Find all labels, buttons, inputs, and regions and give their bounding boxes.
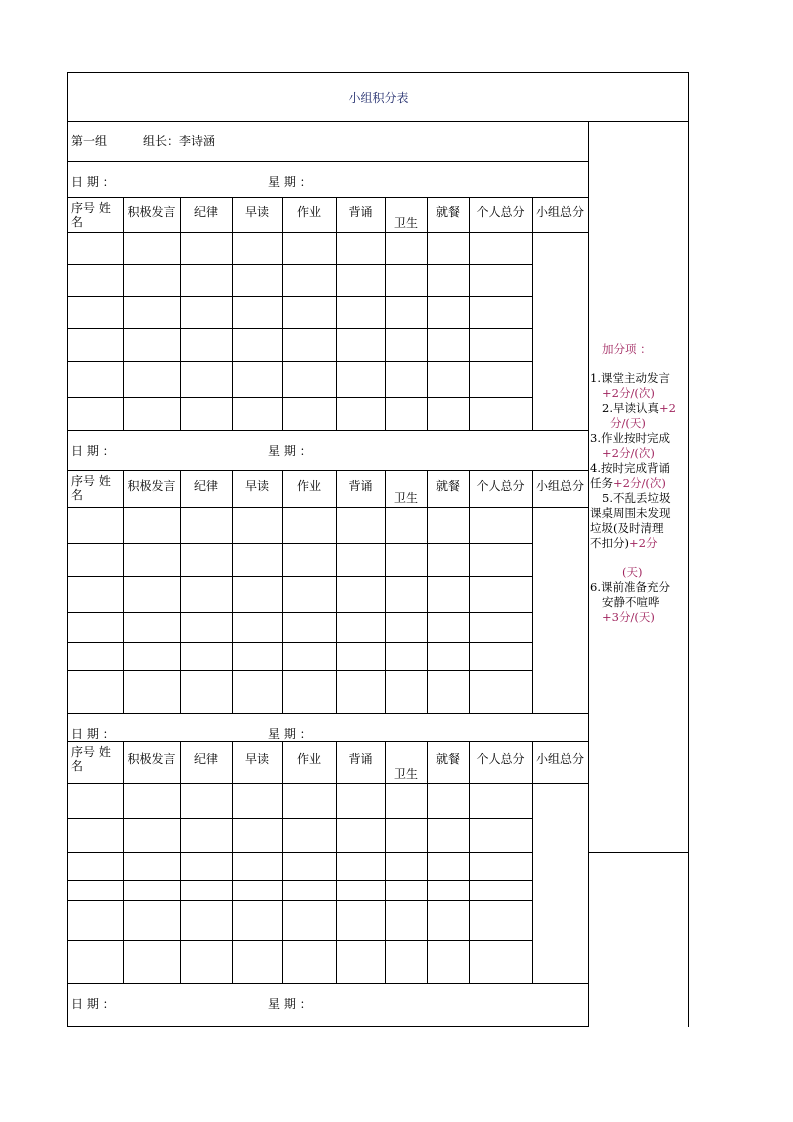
header-homework: 作业 [296, 204, 321, 219]
header-seq-name: 序号 姓 [71, 201, 111, 215]
bonus-heading: 加分项 ： [602, 342, 652, 356]
group-row-bottom [67, 161, 589, 162]
body-col-divider [532, 507, 533, 713]
header-col-divider [123, 741, 124, 783]
header-col-divider [469, 197, 470, 232]
body-col-divider [282, 507, 283, 713]
header-seq-name: 序号 姓 [71, 745, 111, 759]
header-speak: 积极发言 [127, 752, 176, 766]
body-col-divider [282, 232, 283, 430]
body-col-divider [232, 783, 233, 983]
body-col-divider [232, 507, 233, 713]
header-col-divider [532, 197, 533, 232]
group-leader: 组长：李诗涵 [143, 134, 216, 148]
body-row-divider [67, 264, 532, 265]
header-group-total: 小组总分 [535, 752, 584, 766]
header-hygiene: 卫生 [393, 216, 418, 230]
header-discipline: 纪律 [193, 478, 218, 493]
body-col-divider [427, 783, 428, 983]
header-col-divider [282, 470, 283, 507]
header-col-divider [385, 197, 386, 232]
header-meal: 就餐 [435, 752, 460, 766]
header-morning-read: 早读 [244, 478, 269, 493]
header-col-divider [385, 741, 386, 783]
header-col-divider [180, 741, 181, 783]
week-label: 星 期 ： [268, 444, 312, 458]
header-personal-total: 个人总分 [476, 478, 525, 493]
header-recite: 背诵 [348, 752, 373, 766]
header-col-divider [123, 197, 124, 232]
bonus-item-4: 4.按时完成背诵 [590, 461, 670, 475]
header-discipline: 纪律 [193, 204, 218, 219]
date-label: 日 期 ： [71, 997, 115, 1011]
body-col-divider [336, 232, 337, 430]
body-row-top [67, 507, 589, 508]
header-discipline: 纪律 [193, 752, 218, 766]
body-col-divider [427, 507, 428, 713]
header-col-divider [282, 197, 283, 232]
body-row-divider [67, 900, 532, 901]
body-row-divider [67, 296, 532, 297]
header-col-divider [336, 197, 337, 232]
body-col-divider [180, 507, 181, 713]
body-col-divider [469, 507, 470, 713]
body-col-divider [532, 232, 533, 430]
page-title: 小组积分表 [348, 90, 409, 105]
header-row-top [67, 741, 589, 742]
header-col-divider [232, 470, 233, 507]
sidebar-divider [588, 852, 689, 853]
week-label: 星 期 ： [268, 727, 312, 741]
header-col-divider [427, 470, 428, 507]
group-name: 第一组 [71, 134, 108, 148]
header-group-total: 小组总分 [535, 204, 584, 219]
header-col-divider [469, 470, 470, 507]
header-col-divider [232, 197, 233, 232]
body-row-divider [67, 361, 532, 362]
bonus-notes: 加分项 ： 1.课堂主动发言 +2分/(次) 2.早读认真+2 分/(天) 3.作业按时完成 +2分/(次) 4.按时完成背诵 任务+2分/(次) 5.不乱丢垃圾 课桌周围未发现 垃圾(及时清理 不扣分)+2分 (天) 6.课前准备充分 安静不喧哗 +3分/(天) [590, 342, 686, 625]
header-seq-name-2: 名 [71, 759, 84, 773]
body-col-divider [469, 232, 470, 430]
body-col-divider [180, 783, 181, 983]
body-col-divider [180, 232, 181, 430]
body-row-divider [67, 818, 532, 819]
header-col-divider [532, 470, 533, 507]
header-morning-read: 早读 [244, 752, 269, 766]
header-homework: 作业 [296, 478, 321, 493]
header-row-top [67, 197, 589, 198]
header-col-divider [232, 741, 233, 783]
body-row-divider [67, 940, 532, 941]
body-row-divider [67, 880, 532, 881]
header-speak: 积极发言 [127, 204, 176, 219]
body-row-divider [67, 328, 532, 329]
header-col-divider [180, 470, 181, 507]
header-col-divider [385, 470, 386, 507]
header-group-total: 小组总分 [535, 478, 584, 493]
header-col-divider [532, 741, 533, 783]
week-label: 星 期 ： [268, 175, 312, 189]
header-col-divider [336, 470, 337, 507]
bonus-item-5: 5.不乱丢垃圾 [602, 491, 671, 505]
body-col-divider [427, 232, 428, 430]
bonus-item-3: 3.作业按时完成 [590, 431, 670, 445]
body-col-divider [532, 783, 533, 983]
sidebar-left-border [588, 121, 589, 1027]
body-row-divider [67, 852, 532, 853]
body-col-divider [123, 783, 124, 983]
header-hygiene: 卫生 [393, 767, 418, 781]
body-row-divider [67, 576, 532, 577]
header-col-divider [427, 741, 428, 783]
bonus-item-6: 6.课前准备充分 [590, 580, 670, 594]
body-col-divider [469, 783, 470, 983]
header-col-divider [427, 197, 428, 232]
header-col-divider [469, 741, 470, 783]
body-row-divider [67, 642, 532, 643]
header-meal: 就餐 [435, 204, 460, 219]
header-seq-name: 序号 姓 [71, 474, 111, 488]
header-meal: 就餐 [435, 478, 460, 493]
header-morning-read: 早读 [244, 204, 269, 219]
date-label: 日 期 ： [71, 444, 115, 458]
header-personal-total: 个人总分 [476, 204, 525, 219]
frame-bottom [67, 1026, 589, 1027]
body-row-divider [67, 543, 532, 544]
week-label: 星 期 ： [268, 997, 312, 1011]
body-row-top [67, 232, 589, 233]
body-row-divider [67, 612, 532, 613]
header-seq-name-2: 名 [71, 215, 84, 229]
header-col-divider [336, 741, 337, 783]
body-col-divider [232, 232, 233, 430]
header-col-divider [282, 741, 283, 783]
date-label: 日 期 ： [71, 727, 115, 741]
frame-left [67, 72, 68, 1027]
body-col-divider [385, 783, 386, 983]
body-row-top [67, 783, 589, 784]
header-row-top [67, 470, 589, 471]
date-label: 日 期 ： [71, 175, 115, 189]
body-col-divider [385, 507, 386, 713]
body-col-divider [282, 783, 283, 983]
body-row-bottom [67, 430, 589, 431]
header-homework: 作业 [296, 752, 321, 766]
body-col-divider [123, 232, 124, 430]
header-recite: 背诵 [348, 478, 373, 493]
bonus-item-1: 1.课堂主动发言 [590, 371, 670, 385]
header-recite: 背诵 [348, 204, 373, 219]
header-seq-name-2: 名 [71, 488, 84, 502]
body-row-bottom [67, 983, 589, 984]
body-row-divider [67, 397, 532, 398]
header-speak: 积极发言 [127, 478, 176, 493]
body-col-divider [123, 507, 124, 713]
body-row-divider [67, 670, 532, 671]
header-personal-total: 个人总分 [476, 752, 525, 766]
body-row-bottom [67, 713, 589, 714]
header-hygiene: 卫生 [393, 491, 418, 505]
body-col-divider [336, 783, 337, 983]
body-col-divider [385, 232, 386, 430]
frame-right [688, 72, 689, 1027]
header-col-divider [180, 197, 181, 232]
header-col-divider [123, 470, 124, 507]
bonus-item-2: 2.早读认真+2 [602, 401, 676, 415]
body-col-divider [336, 507, 337, 713]
